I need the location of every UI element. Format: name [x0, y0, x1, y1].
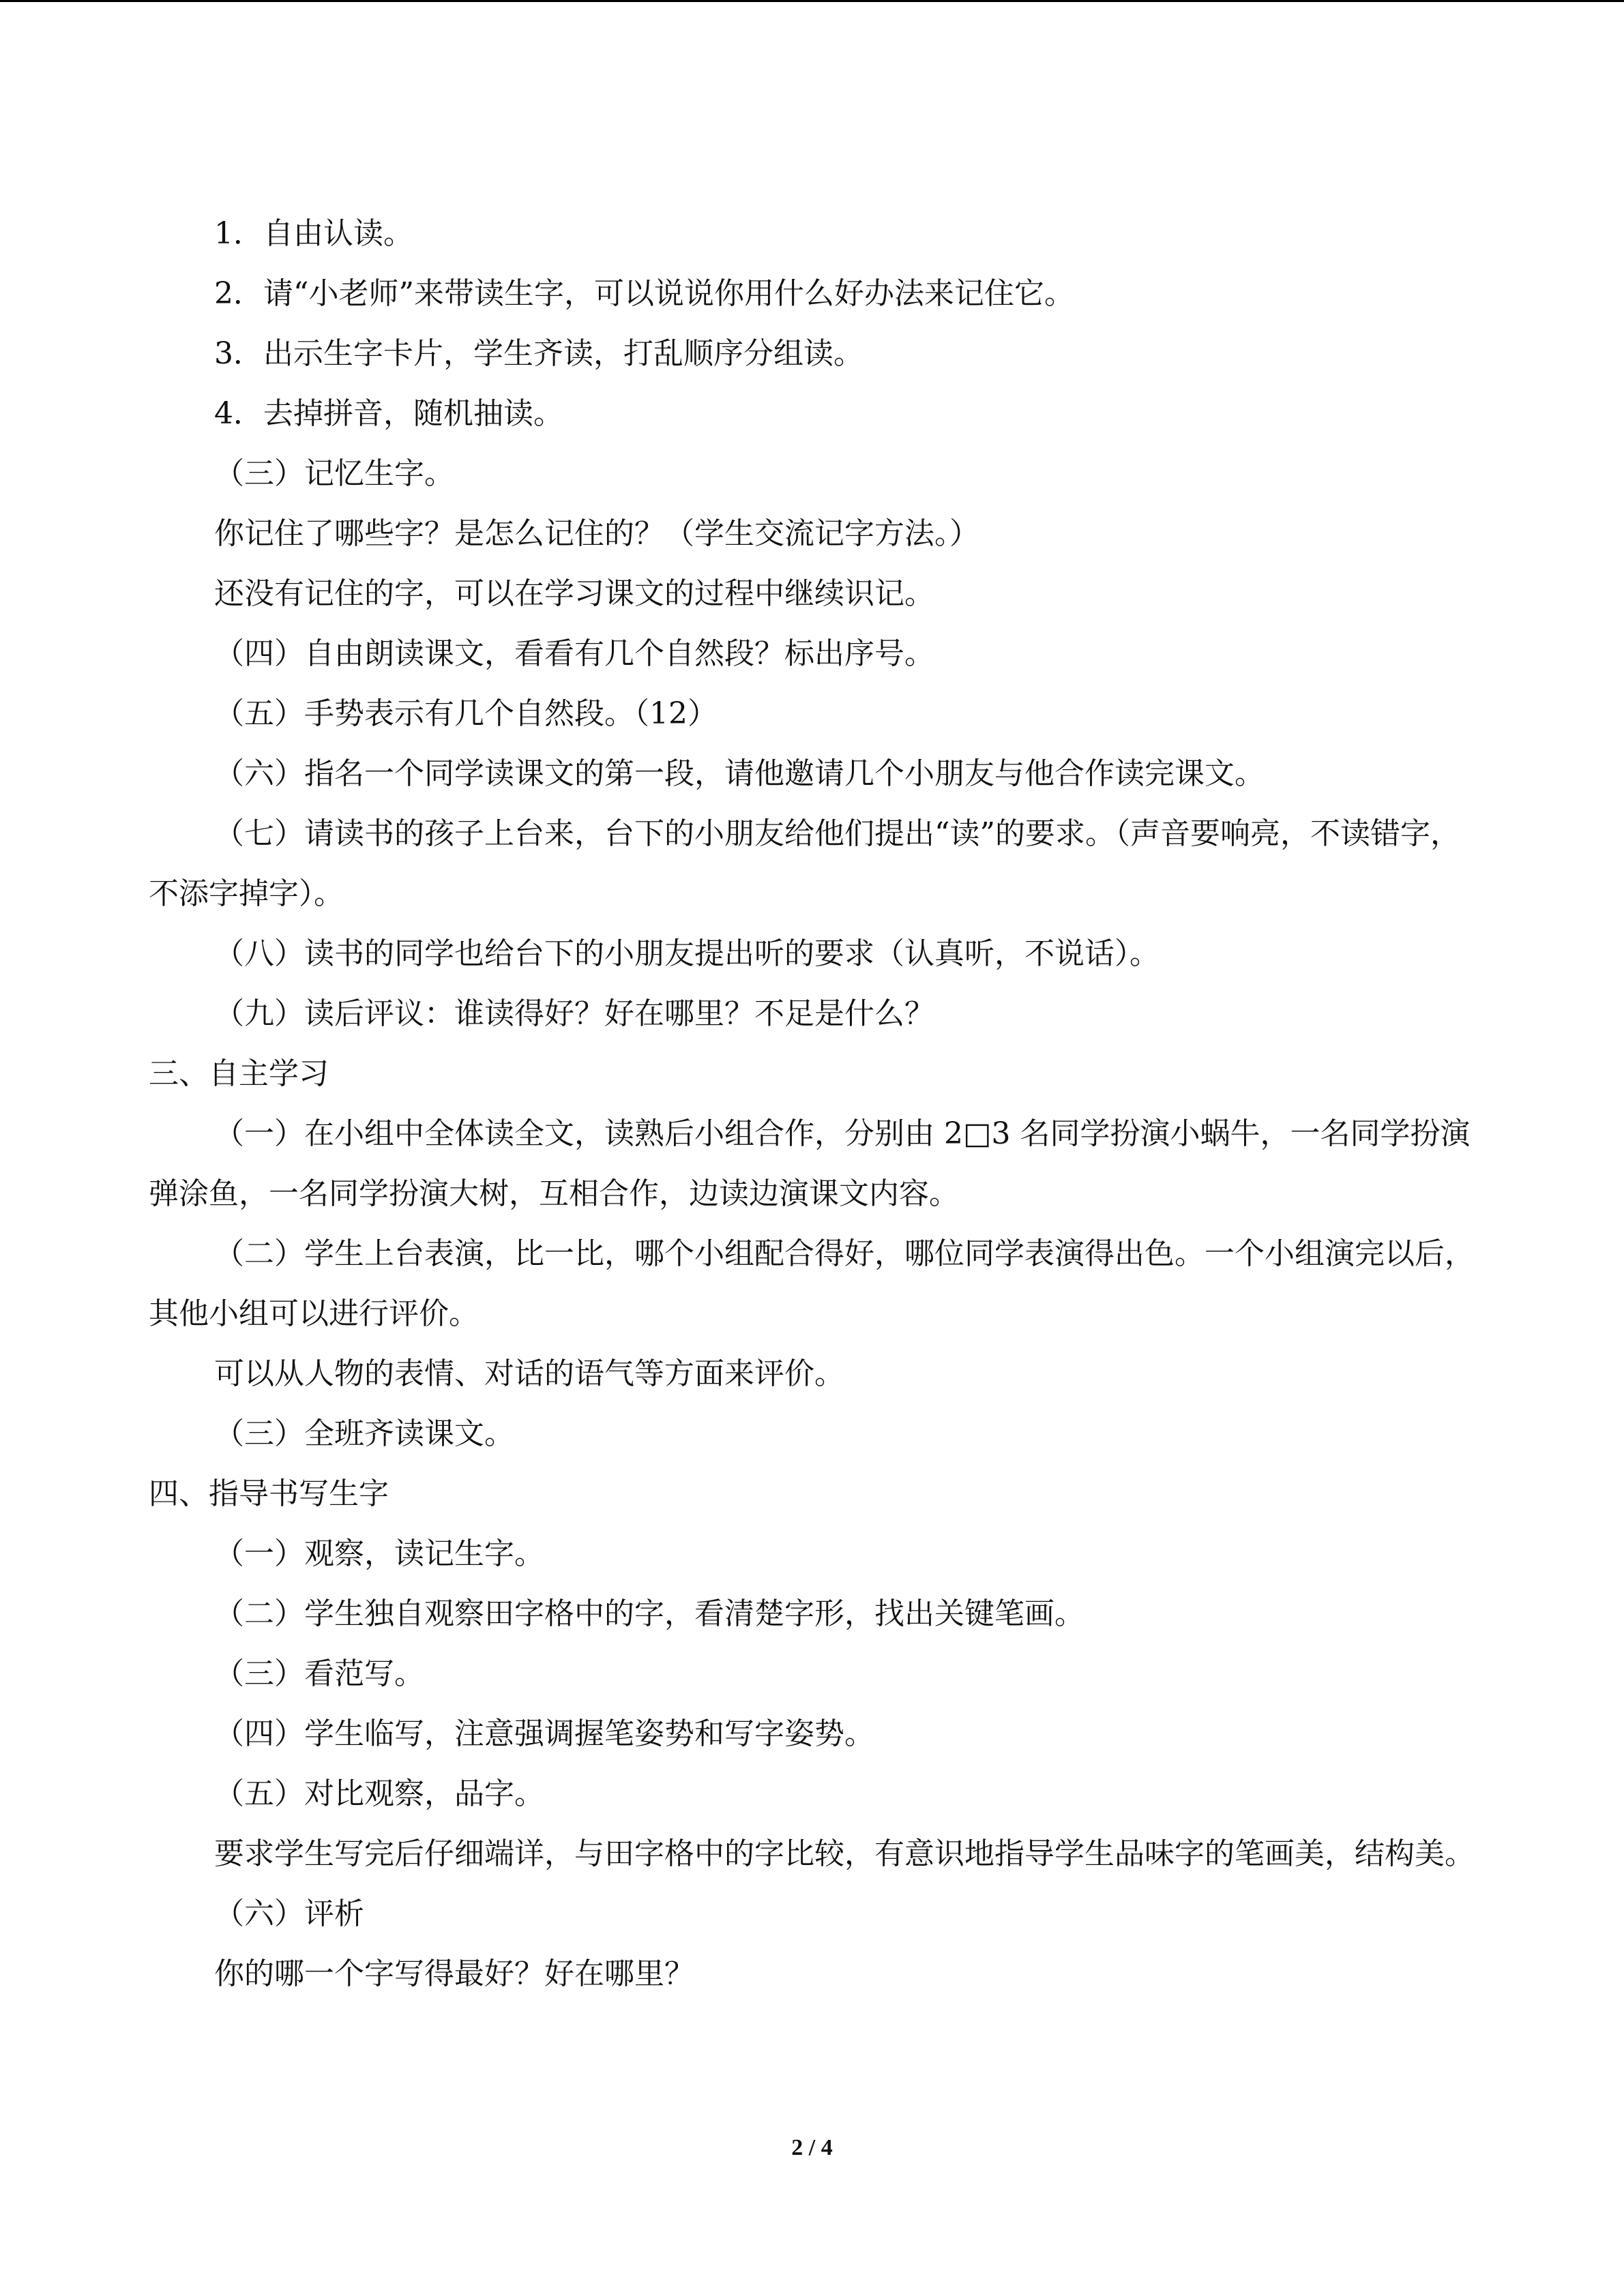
- document-body: [149, 204, 1479, 2004]
- subsection-heading: （三）看范写。: [214, 1656, 424, 1691]
- subsection-paragraph: （一）在小组中全体读全文，读熟后小组合作，分别由 2□3 名同学扮演小蜗牛，一名同学扮演弹涂鱼，一名同学扮演大树，互相合作，边读边演课文内容。: [149, 1116, 1471, 1211]
- subsection-heading: （五）对比观察，品字。: [214, 1776, 544, 1811]
- body-line: 你的哪一个字写得最好？好在哪里？: [214, 1956, 694, 1991]
- subsection-heading: （九）读后评议：谁读得好？好在哪里？不足是什么？: [214, 996, 934, 1031]
- subsection-heading: （四）学生临写，注意强调握笔姿势和写字姿势。: [214, 1716, 874, 1751]
- subsection-heading: （三）记忆生字。: [214, 456, 454, 491]
- subsection-heading: （六）指名一个同学读课文的第一段，请他邀请几个小朋友与他合作读完课文。: [214, 756, 1265, 791]
- subsection-heading: （三）全班齐读课文。: [214, 1416, 514, 1451]
- body-line: 可以从人物的表情、对话的语气等方面来评价。: [214, 1356, 844, 1391]
- body-line: 1．自由认读。: [214, 216, 413, 251]
- section-heading: 三、自主学习: [149, 1056, 329, 1091]
- section-heading: 四、指导书写生字: [149, 1476, 389, 1511]
- subsection-paragraph: （二）学生上台表演，比一比，哪个小组配合得好，哪位同学表演得出色。一个小组演完以后，其他小组可以进行评价。: [149, 1236, 1475, 1331]
- subsection-heading: （八）读书的同学也给台下的小朋友提出听的要求（认真听，不说话）。: [214, 936, 1160, 971]
- subsection-heading: （二）学生独自观察田字格中的字，看清楚字形，找出关键笔画。: [214, 1596, 1084, 1631]
- subsection-heading: （一）观察，读记生字。: [214, 1536, 544, 1571]
- body-line: 你记住了哪些字？是怎么记住的？（学生交流记字方法。）: [214, 516, 979, 551]
- body-paragraph: 要求学生写完后仔细端详，与田字格中的字比较，有意识地指导学生品味字的笔画美，结构美。: [214, 1836, 1475, 1871]
- body-line: 还没有记住的字，可以在学习课文的过程中继续识记。: [214, 576, 934, 611]
- body-line: 4．去掉拼音，随机抽读。: [214, 396, 563, 431]
- subsection-heading: （四）自由朗读课文，看看有几个自然段？标出序号。: [214, 636, 934, 671]
- subsection-paragraph: （七）请读书的孩子上台来，台下的小朋友给他们提出“读”的要求。（声音要响亮，不读错字，不添字掉字）。: [149, 816, 1460, 911]
- subsection-heading: （六）评析: [214, 1896, 364, 1931]
- body-line: 3．出示生字卡片，学生齐读，打乱顺序分组读。: [214, 336, 863, 371]
- page-number: 2 / 4: [791, 2135, 833, 2160]
- body-line: 2．请“小老师”来带读生字，可以说说你用什么好办法来记住它。: [214, 276, 1074, 311]
- subsection-heading: （五）手势表示有几个自然段。（12）: [214, 696, 718, 731]
